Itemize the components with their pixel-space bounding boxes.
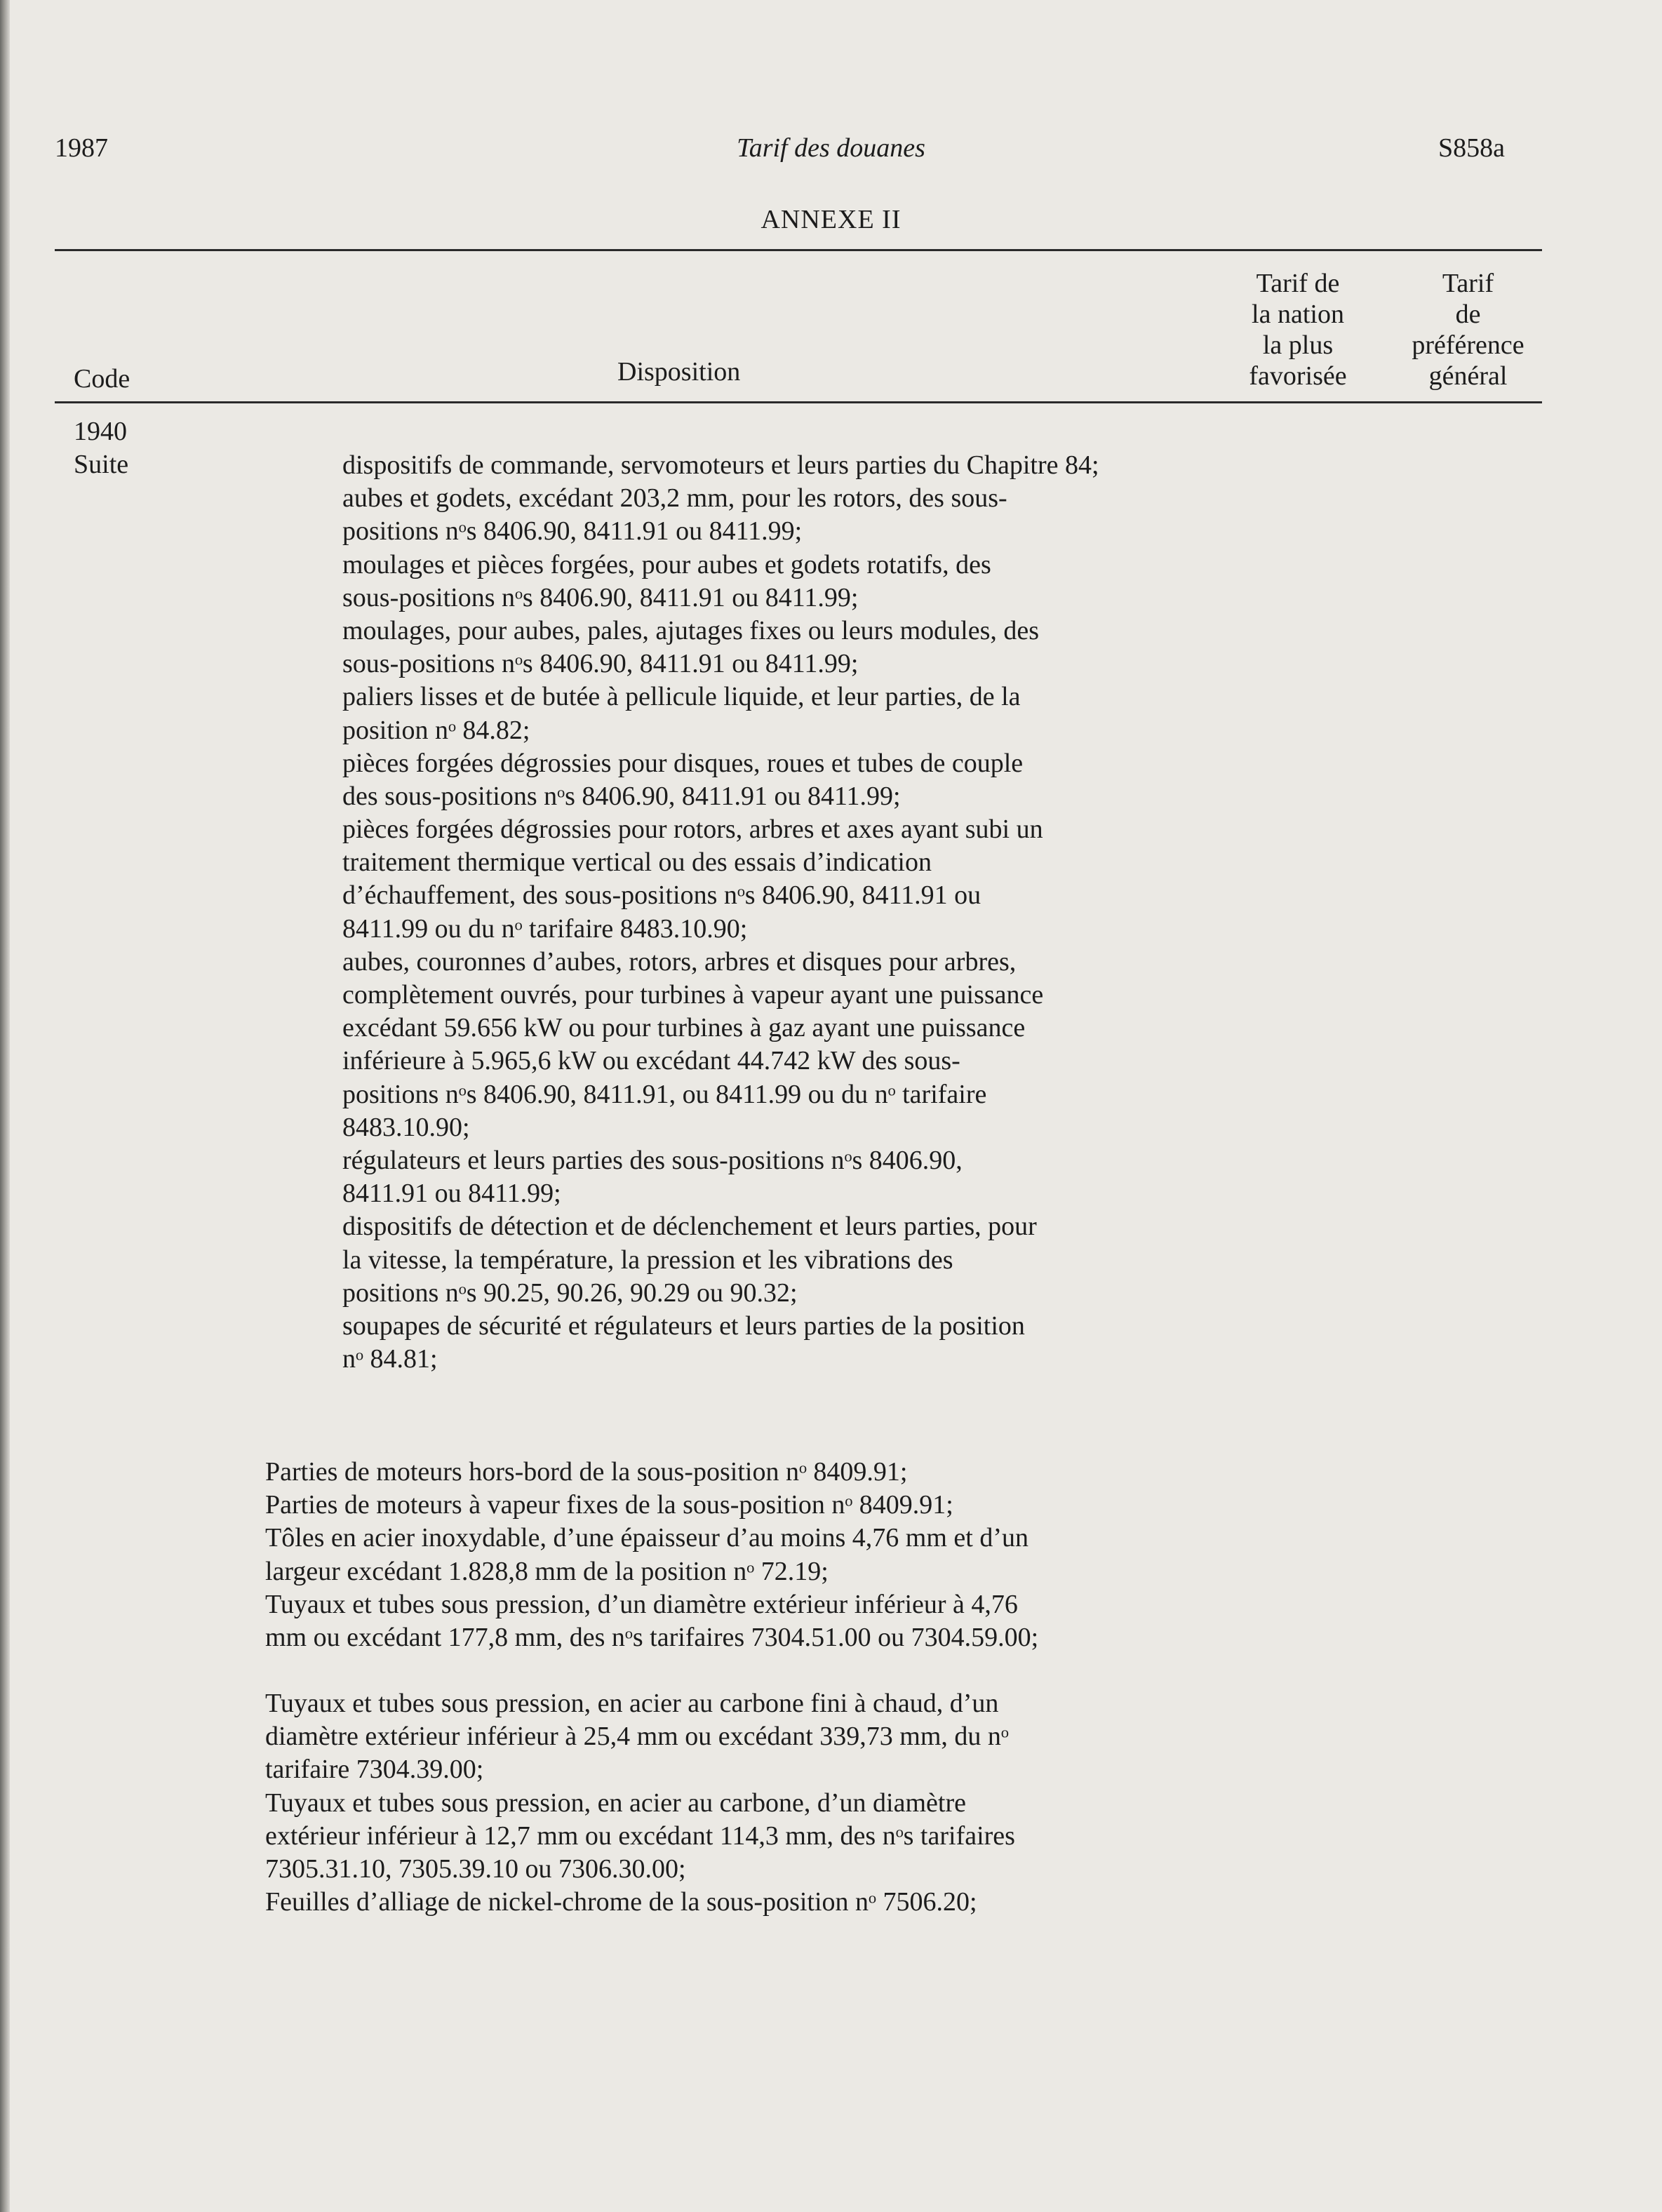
text-line: positions nᵒs 8406.90, 8411.91 ou 8411.99; [342, 516, 803, 547]
text-line: inférieure à 5.965,6 kW ou excédant 44.742 kW des sous- [342, 1046, 960, 1076]
text-line: traitement thermique vertical ou des essais d’indication [342, 847, 932, 878]
text-line: Tuyaux et tubes sous pression, d’un diamètre extérieur inférieur à 4,76 [265, 1589, 1018, 1619]
text-line: diamètre extérieur inférieur à 25,4 mm ou excédant 339,73 mm, du nᵒ [265, 1722, 1009, 1752]
text-line: aubes, couronnes d’aubes, rotors, arbres et disques pour arbres, [342, 946, 1017, 977]
text-line: position nᵒ 84.82; [342, 715, 530, 745]
text-line: tarifaire 7304.39.00; [265, 1755, 484, 1785]
text-line: positions nᵒs 90.25, 90.26, 90.29 ou 90.32; [342, 1278, 798, 1308]
text-line: des sous-positions nᵒs 8406.90, 8411.91 ou 8411.99; [342, 781, 901, 811]
disposition-block-1 [342, 449, 1099, 1376]
annex-title: ANNEXE II [760, 205, 902, 234]
text-line: la vitesse, la température, la pression et les vibrations des [342, 1245, 953, 1275]
text-line: nᵒ 84.81; [342, 1344, 438, 1374]
header-title: Tarif des douanes [737, 133, 925, 163]
text-line: Tôles en acier inoxydable, d’une épaisseur d’au moins 4,76 mm et d’un [265, 1523, 1028, 1553]
text-line: sous-positions nᵒs 8406.90, 8411.91 ou 8411.99; [342, 582, 859, 612]
text-line: Feuilles d’alliage de nickel-chrome de la sous-position nᵒ 7506.20; [265, 1887, 977, 1917]
text-line: Parties de moteurs à vapeur fixes de la sous-position nᵒ 8409.91; [265, 1490, 953, 1520]
header-page-code: S858a [1438, 133, 1505, 163]
text-line: 8411.99 ou du nᵒ tarifaire 8483.10.90; [342, 913, 748, 944]
text-line: largeur excédant 1.828,8 mm de la position nᵒ 72.19; [265, 1556, 829, 1586]
text-line: soupapes de sécurité et régulateurs et leurs parties de la position [342, 1311, 1025, 1341]
text-line: extérieur inférieur à 12,7 mm ou excédant 114,3 mm, des nᵒs tarifaires [265, 1821, 1015, 1851]
text-line: pièces forgées dégrossies pour disques, roues et tubes de couple [342, 748, 1024, 778]
table-header-rule [55, 401, 1542, 403]
column-header-disposition: Disposition [617, 357, 741, 387]
text-line: Tuyaux et tubes sous pression, en acier au carbone fini à chaud, d’un [265, 1689, 999, 1718]
disposition-block-3 [265, 1687, 1015, 1919]
table-top-rule [55, 249, 1542, 251]
column-header-code: Code [74, 364, 130, 394]
text-line: dispositifs de commande, servomoteurs et leurs parties du Chapitre 84; [342, 450, 1099, 480]
text-line: sous-positions nᵒs 8406.90, 8411.91 ou 8411.99; [342, 649, 859, 679]
text-line: positions nᵒs 8406.90, 8411.91, ou 8411.99 ou du nᵒ tarifaire [342, 1079, 987, 1109]
column-header-gpt-tariff: Tarif de préférence général [1412, 269, 1524, 391]
text-line: complètement ouvrés, pour turbines à vapeur ayant une puissance [342, 980, 1044, 1010]
text-line: paliers lisses et de butée à pellicule liquide, et leur parties, de la [342, 682, 1021, 712]
text-line: régulateurs et leurs parties des sous-positions nᵒs 8406.90, [342, 1145, 963, 1175]
text-line: Tuyaux et tubes sous pression, en acier au carbone, d’un diamètre [265, 1788, 966, 1818]
text-line: Parties de moteurs hors-bord de la sous-position nᵒ 8409.91; [265, 1457, 908, 1487]
text-line: dispositifs de détection et de déclenchement et leurs parties, pour [342, 1212, 1037, 1242]
text-line: excédant 59.656 kW ou pour turbines à gaz ayant une puissance [342, 1013, 1026, 1043]
text-line: moulages et pièces forgées, pour aubes et godets rotatifs, des [342, 549, 991, 579]
header-year: 1987 [55, 133, 108, 163]
text-line: 8411.91 ou 8411.99; [342, 1179, 561, 1209]
column-header-mfn-tariff: Tarif de la nation la plus favorisée [1249, 269, 1347, 391]
text-line: 8483.10.90; [342, 1112, 470, 1142]
text-line: 7305.31.10, 7305.39.10 ou 7306.30.00; [265, 1854, 686, 1884]
text-line: d’échauffement, des sous-positions nᵒs 8406.90, 8411.91 ou [342, 880, 981, 911]
disposition-block-2 [265, 1456, 1038, 1654]
text-line: aubes et godets, excédant 203,2 mm, pour les rotors, des sous- [342, 483, 1007, 514]
text-line: moulages, pour aubes, pales, ajutages fixes ou leurs modules, des [342, 615, 1040, 645]
page-binding-edge [0, 0, 10, 2212]
text-line: pièces forgées dégrossies pour rotors, arbres et axes ayant subi un [342, 815, 1043, 845]
row-code: 1940 Suite [74, 417, 129, 479]
text-line: mm ou excédant 177,8 mm, des nᵒs tarifaires 7304.51.00 ou 7304.59.00; [265, 1622, 1039, 1652]
